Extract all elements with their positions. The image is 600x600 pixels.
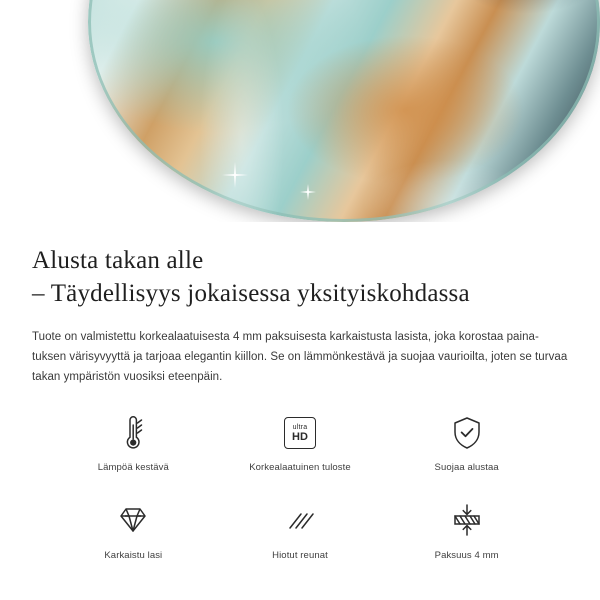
thermometer-icon — [116, 413, 150, 453]
ultra-hd-badge-top: ultra — [292, 423, 308, 431]
content-section — [0, 244, 600, 579]
feature-label: Karkaistu lasi — [104, 550, 163, 561]
feature-thickness — [383, 501, 550, 579]
glass-edge — [88, 0, 600, 222]
shield-check-icon — [450, 413, 484, 453]
thickness-arrows-icon — [448, 501, 486, 541]
ultra-hd-badge-bottom: HD — [292, 430, 308, 443]
feature-high-quality-print — [217, 413, 384, 491]
feature-label: Paksuus 4 mm — [434, 550, 499, 561]
feature-label: Lämpöä kestävä — [97, 462, 169, 473]
hero-image — [0, 0, 600, 222]
feature-label: Hiotut reunat — [272, 550, 328, 561]
feature-heat-resistant — [50, 413, 217, 491]
page-title — [32, 244, 568, 310]
feature-protects-surface — [383, 413, 550, 491]
feature-label: Korkealaatuinen tuloste — [249, 462, 351, 473]
sparkle-small-icon — [300, 184, 316, 200]
page-title-line2: – Täydellisyys jokaisessa yksityiskohdassa — [32, 280, 470, 307]
description-paragraph: Tuote on valmistettu korkealaatuisesta 4 mm paksuisesta karkaistusta lasista, joka korostaa paina-tuksen värisyvyyttä ja tarjoaa elegantin kiillon. Se on lämmönkestävä ja suojaa vaurioilta, joten se turvaa takan ympäristön vuosiksi eteenpäin. — [32, 331, 568, 383]
feature-polished-edges — [217, 501, 384, 579]
polished-edges-icon — [281, 501, 319, 541]
page-title-line1: Alusta takan alle — [32, 247, 204, 274]
product-round-glass — [88, 0, 600, 222]
feature-label: Suojaa alustaa — [434, 462, 499, 473]
diamond-icon — [114, 501, 152, 541]
feature-grid — [32, 413, 568, 579]
ultra-hd-icon — [284, 413, 316, 453]
feature-tempered-glass — [50, 501, 217, 579]
